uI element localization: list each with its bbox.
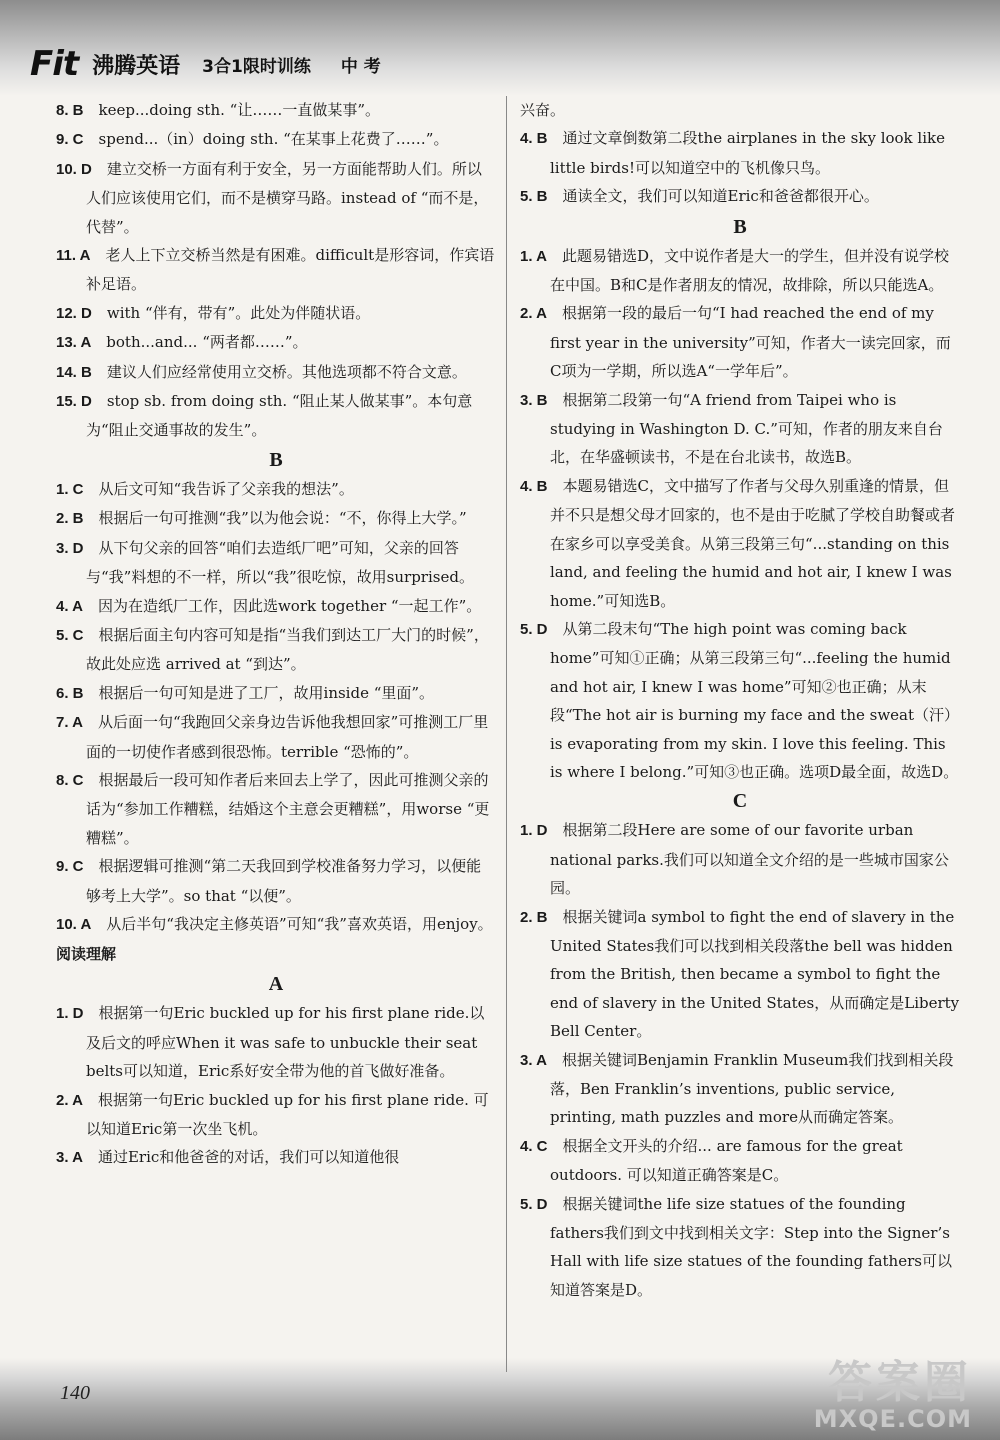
answer-number: 2. B bbox=[520, 908, 548, 926]
answer-explanation: 根据第一段的最后一句“I had reached the end of my first year in the university”可知，作者大一读完回家，而C项为一学期，所以选A“一学年后”。 bbox=[550, 304, 951, 381]
book-level: 中 考 bbox=[340, 56, 381, 77]
answer-explanation: 建议人们应经常使用立交桥。其他选项都不符合文意。 bbox=[106, 362, 467, 381]
section-heading: B bbox=[733, 215, 747, 238]
answer-number: 6. B bbox=[56, 684, 84, 702]
section-heading: A bbox=[268, 973, 284, 996]
answer-explanation: with “伴有，带有”。此处为伴随状语。 bbox=[106, 303, 371, 322]
answer-item bbox=[56, 328, 496, 357]
answer-item bbox=[520, 182, 960, 211]
column-divider bbox=[506, 96, 507, 1372]
book-subtitle: 3合1限时训练 bbox=[202, 56, 311, 77]
answer-explanation: 建立交桥一方面有利于安全，另一方面能帮助人们。所以人们应该使用它们，而不是横穿马路。instead of “而不是，代替”。 bbox=[86, 159, 489, 236]
answer-explanation: 此题易错选D，文中说作者是大一的学生，但并没有说学校在中国。B和C是作者朋友的情况，故排除，所以只能选A。 bbox=[550, 246, 949, 295]
answer-item bbox=[520, 1132, 960, 1190]
answer-explanation: 根据全文开头的介绍... are famous for the great outdoors. 可以知道正确答案是C。 bbox=[550, 1136, 903, 1185]
answer-item bbox=[56, 910, 496, 939]
answer-explanation: 通过文章倒数第二段the airplanes in the sky look like little birds!可以知道空中的飞机像只鸟。 bbox=[550, 129, 945, 177]
answer-column-right bbox=[520, 96, 960, 1304]
brand-name: 沸腾英语 bbox=[92, 53, 181, 79]
answer-explanation: 根据关键词Benjamin Franklin Museum我们找到相关段落，Ben Franklin’s inventions, public service, printing, math puzzles and more从而确定答案。 bbox=[550, 1050, 954, 1127]
answer-number: 1. C bbox=[56, 480, 84, 498]
answer-item bbox=[56, 155, 496, 241]
answer-item bbox=[56, 96, 496, 125]
watermark-url: MXQE.COM bbox=[813, 1405, 972, 1433]
answer-explanation: 通过Eric和他爸爸的对话，我们可以知道他很 bbox=[97, 1148, 400, 1167]
answer-explanation: both...and... “两者都……”。 bbox=[106, 333, 308, 352]
watermark bbox=[813, 1357, 972, 1433]
answer-number: 1. D bbox=[520, 822, 548, 840]
answer-explanation: 根据后一句可推测“我”以为他会说：“不，你得上大学。” bbox=[98, 509, 467, 528]
answer-explanation: 根据最后一段可知作者后来回去上学了，因此可推测父亲的话为“参加工作糟糕，结婚这个主意会更糟糕”，用worse “更糟糕”。 bbox=[86, 770, 490, 847]
answer-number: 4. B bbox=[520, 130, 548, 148]
answer-item bbox=[56, 592, 496, 621]
section-heading: C bbox=[732, 790, 748, 813]
answer-item bbox=[56, 766, 496, 852]
answer-explanation: 根据第二段第一句“A friend from Taipei who is studying in Washington D. C.”可知，作者的朋友来自台北，在华盛顿读书，不是在台北读书，故选B。 bbox=[550, 390, 943, 467]
answer-item bbox=[56, 475, 496, 504]
answer-column-left bbox=[56, 96, 496, 1173]
answer-item bbox=[56, 358, 496, 387]
answer-number: 3. B bbox=[520, 391, 548, 409]
answer-item bbox=[56, 1086, 496, 1144]
answer-number: 3. A bbox=[520, 1051, 547, 1069]
answer-number: 1. D bbox=[56, 1005, 84, 1023]
answer-explanation: 根据第一句Eric buckled up for his first plane ride.以及后文的呼应When it was safe to unbuckle their seat belts可以知道，Eric系好安全带为他的首飞做好准备。 bbox=[86, 1004, 485, 1081]
answer-item bbox=[56, 708, 496, 766]
answer-item bbox=[56, 241, 496, 299]
answer-item bbox=[56, 679, 496, 708]
answer-explanation: 根据关键词a symbol to fight the end of slavery in the United States我们可以找到相关段落the bell was hidden from the British, then became a symbol to fight the end of slavery in the United States，从而确定是Liberty Bell Center。 bbox=[550, 907, 960, 1041]
answer-number: 3. A bbox=[56, 1149, 83, 1167]
answer-item bbox=[520, 903, 960, 1046]
answer-item bbox=[520, 242, 960, 300]
answer-number: 11. A bbox=[56, 247, 91, 265]
answer-explanation: 根据第二段Here are some of our favorite urban national parks.我们可以知道全文介绍的是一些城市国家公园。 bbox=[550, 821, 949, 898]
answer-explanation: 老人上下立交桥当然是有困难。difficult是形容词，作宾语补足语。 bbox=[86, 246, 495, 294]
continued-text: 兴奋。 bbox=[520, 101, 566, 119]
answer-explanation: 根据逻辑可推测“第二天我回到学校准备努力学习，以便能够考上大学”。so that “以便”。 bbox=[86, 857, 482, 905]
answer-number: 7. A bbox=[56, 714, 83, 732]
page-header bbox=[30, 44, 381, 84]
answer-number: 5. B bbox=[520, 188, 548, 206]
answer-explanation: 因为在造纸厂工作，因此选work together “一起工作”。 bbox=[97, 596, 482, 615]
answer-number: 2. A bbox=[56, 1091, 83, 1109]
answer-number: 10. A bbox=[56, 915, 92, 933]
answer-item bbox=[56, 621, 496, 679]
answer-number: 4. C bbox=[520, 1137, 548, 1155]
answer-number: 2. B bbox=[56, 510, 84, 528]
answer-number: 8. C bbox=[56, 771, 84, 789]
answer-item bbox=[520, 615, 960, 786]
answer-explanation: keep...doing sth. “让……一直做某事”。 bbox=[98, 101, 380, 119]
answer-item bbox=[56, 387, 496, 445]
answer-number: 8. B bbox=[56, 102, 84, 119]
answer-item bbox=[56, 852, 496, 910]
answer-explanation: 根据关键词the life size statues of the founding fathers我们到文中找到相关文字：Step into the Signer’s Hall with life size statues of the founding fathers可以知道答案是D。 bbox=[550, 1194, 952, 1299]
answer-explanation: 根据第一句Eric buckled up for his first plane ride. 可以知道Eric第一次坐飞机。 bbox=[86, 1090, 489, 1138]
answer-number: 4. A bbox=[56, 597, 83, 615]
answer-number: 14. B bbox=[56, 363, 92, 381]
answer-explanation: 本题易错选C，文中描写了作者与父母久别重逢的情景，但并不只是想父母才回家的，也不是由于吃腻了学校自助餐或者在家乡可以享受美食。从第三段第三句“...standing on this land, and feeling the humid and hot air, I knew I was home.”可知选B。 bbox=[550, 476, 956, 610]
answer-item bbox=[520, 386, 960, 472]
answer-item bbox=[520, 1046, 960, 1132]
answer-explanation: spend...（in）doing sth. “在某事上花费了……”。 bbox=[98, 130, 449, 149]
answer-number: 5. D bbox=[520, 1195, 548, 1213]
answer-explanation: 从第二段末句“The high point was coming back home”可知①正确；从第三段第三句“...feeling the humid and hot air, I knew I was home”可知②也正确；从末段“The hot air is burning my face and the sweat（汗）is evaporating from my skin. I love this feeling. This is where I belong.”可知③也正确。选项D最全面，故选D。 bbox=[550, 619, 960, 781]
answer-explanation: 根据后一句可知是进了工厂，故用inside “里面”。 bbox=[98, 683, 435, 702]
answer-item bbox=[56, 534, 496, 592]
answer-number: 10. D bbox=[56, 160, 92, 178]
page-number: 140 bbox=[60, 1382, 90, 1404]
watermark-text: 答案圈 bbox=[828, 1357, 972, 1408]
answer-item bbox=[56, 999, 496, 1085]
answer-explanation: 从后半句“我决定主修英语”可知“我”喜欢英语，用enjoy。 bbox=[106, 914, 493, 933]
answer-number: 5. D bbox=[520, 620, 548, 638]
section-heading: B bbox=[269, 448, 283, 471]
answer-item bbox=[520, 124, 960, 182]
part-heading: 阅读理解 bbox=[56, 945, 117, 964]
answer-number: 2. A bbox=[520, 305, 547, 323]
answer-item bbox=[520, 1190, 960, 1305]
answer-number: 9. C bbox=[56, 131, 84, 149]
answer-explanation: 从后文可知“我告诉了父亲我的想法”。 bbox=[98, 479, 354, 498]
answer-explanation: 从下句父亲的回答“咱们去造纸厂吧”可知，父亲的回答与“我”料想的不一样，所以“我”很吃惊，故用surprised。 bbox=[86, 538, 474, 587]
answer-explanation: 通读全文，我们可以知道Eric和爸爸都很开心。 bbox=[562, 187, 879, 206]
answer-explanation: 从后面一句“我跑回父亲身边告诉他我想回家”可推测工厂里面的一切使作者感到很恐怖。terrible “恐怖的”。 bbox=[86, 713, 489, 761]
answer-number: 4. B bbox=[520, 477, 548, 495]
answer-explanation: 根据后面主句内容可知是指“当我们到达工厂大门的时候”，故此处应选 arrived at “到达”。 bbox=[86, 625, 489, 674]
answer-item bbox=[56, 125, 496, 154]
answer-item bbox=[56, 299, 496, 328]
answer-item bbox=[520, 472, 960, 615]
answer-item bbox=[56, 504, 496, 533]
answer-item bbox=[520, 816, 960, 902]
answer-item bbox=[56, 1143, 496, 1172]
answer-number: 13. A bbox=[56, 334, 92, 352]
answer-number: 9. C bbox=[56, 858, 84, 876]
answer-item bbox=[520, 299, 960, 385]
answer-number: 12. D bbox=[56, 304, 92, 322]
answer-number: 15. D bbox=[56, 393, 92, 411]
answer-number: 5. C bbox=[56, 626, 84, 644]
answer-number: 1. A bbox=[520, 247, 547, 265]
brand-logo: Fit bbox=[30, 44, 79, 84]
answer-number: 3. D bbox=[56, 539, 84, 557]
answer-explanation: stop sb. from doing sth. “阻止某人做某事”。本句意为“阻止交通事故的发生”。 bbox=[86, 392, 473, 440]
